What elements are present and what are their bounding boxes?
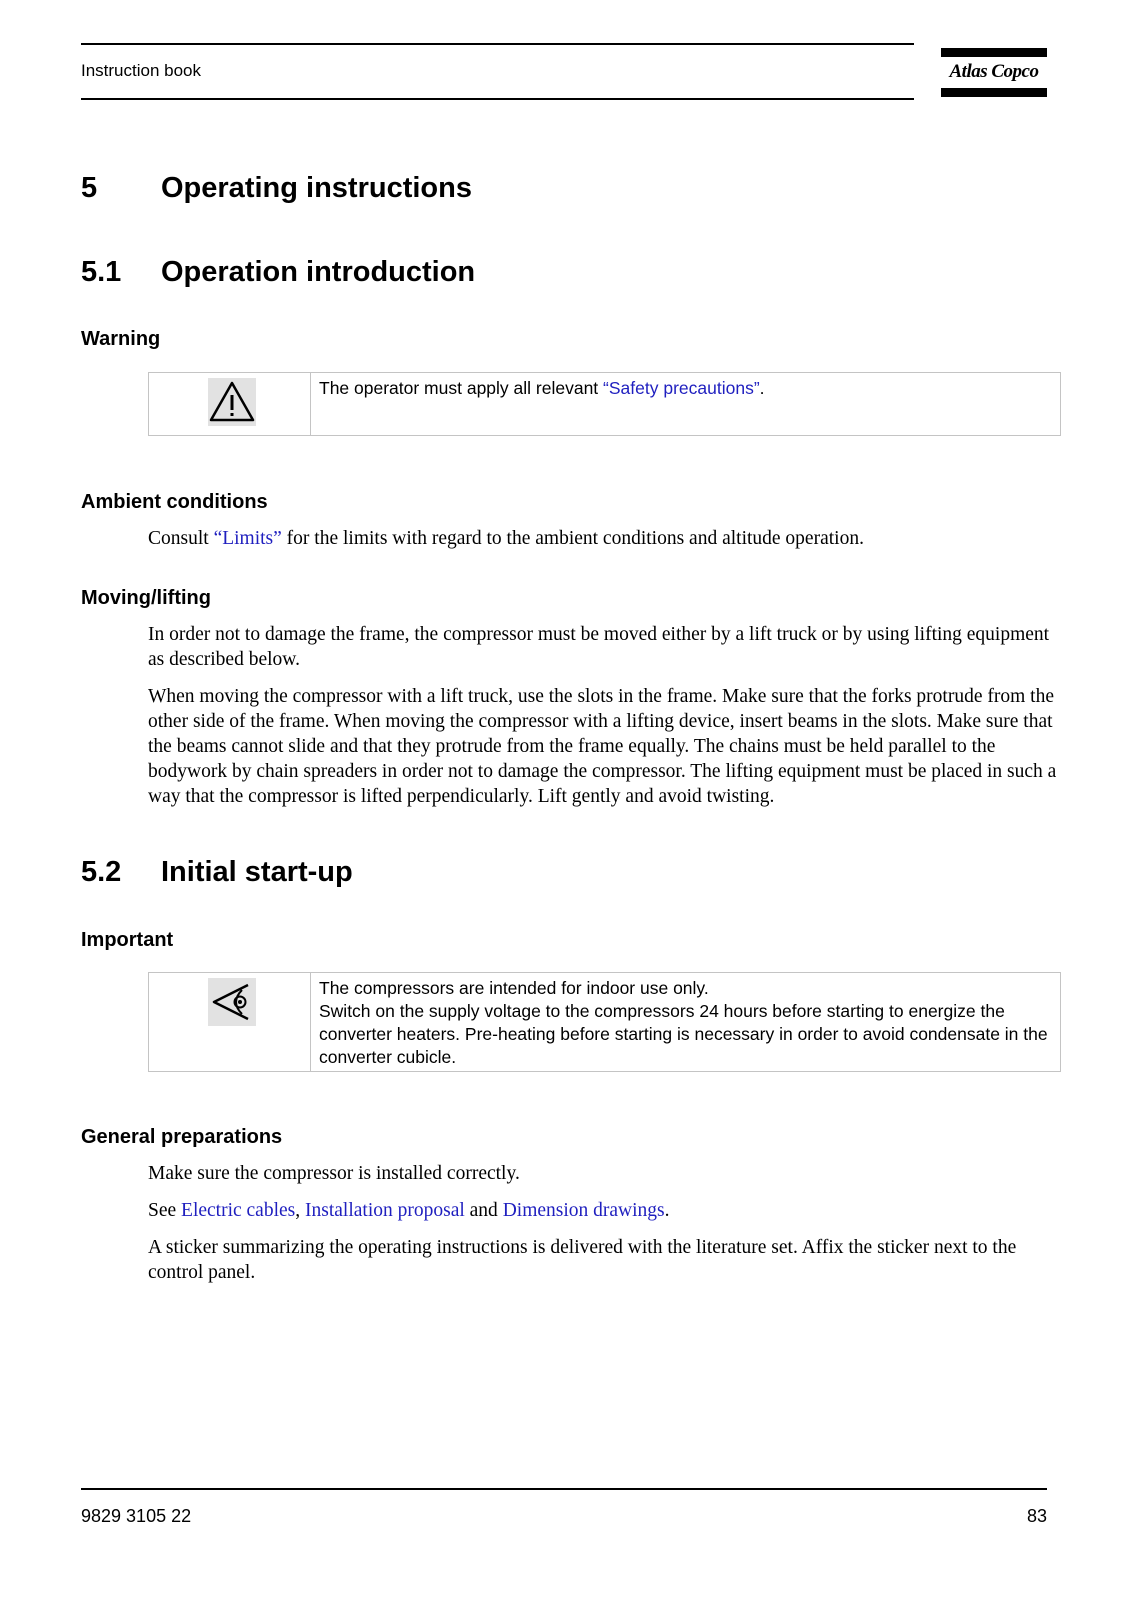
general-paragraph-1: Make sure the compressor is installed correctly. — [148, 1163, 520, 1184]
logo-bottom-bar — [941, 88, 1047, 97]
subsection-number: 5.2 — [81, 856, 122, 888]
warning-triangle-icon — [208, 378, 256, 426]
important-eye-icon — [208, 978, 256, 1026]
warning-icon-cell — [149, 373, 311, 435]
important-icon-cell — [149, 973, 311, 1071]
warning-text-end: . — [759, 378, 765, 398]
subsection-number: 5.1 — [81, 256, 122, 288]
footer-doc-number: 9829 3105 22 — [81, 1506, 192, 1526]
warning-heading: Warning — [81, 328, 161, 350]
header-top-rule — [81, 43, 914, 45]
header-title: Instruction book — [81, 61, 202, 80]
warning-text-start: The operator must apply all relevant — [319, 378, 604, 398]
logo-top-bar — [941, 48, 1047, 57]
ambient-text-start: Consult — [148, 528, 214, 549]
installation-proposal-link[interactable]: Installation proposal — [305, 1200, 465, 1221]
separator-comma: , — [295, 1200, 306, 1221]
general-paragraph-3: A sticker summarizing the operating instructions is delivered with the literature set. Affix the sticker next to the control panel. — [148, 1237, 1017, 1283]
limits-link[interactable]: “Limits” — [213, 528, 282, 549]
moving-paragraph-2: When moving the compressor with a lift truck, use the slots in the frame. Make sure that the forks protrude from the other side of the frame. When moving the compressor with a lifting device, insert beams in the slots. Make sure that the beams cannot slide and that they protrude from the frame equally. The chains must be held parallel to the bodywork by chain spreaders in order not to damage the compressor. The lifting equipment must be placed in such a way that the compressor is lifted perpendicularly. Lift gently and avoid twisting. — [148, 686, 1057, 807]
moving-heading: Moving/lifting — [81, 587, 211, 609]
subsection-title: Operation introduction — [161, 256, 476, 288]
ambient-text-end: for the limits with regard to the ambient conditions and altitude operation. — [281, 528, 864, 549]
electric-cables-link[interactable]: Electric cables — [181, 1200, 296, 1221]
section-number: 5 — [81, 172, 98, 204]
important-line-2: Switch on the supply voltage to the compressors 24 hours before starting to energize the converter heaters. Pre-heating before starting is necessary in order to avoid condensate in the converter cubicle. — [319, 1001, 1048, 1067]
important-box — [148, 972, 1061, 1072]
safety-precautions-link[interactable]: “Safety precautions” — [603, 378, 760, 398]
section-title: Operating instructions — [161, 172, 472, 204]
general-preparations-heading: General preparations — [81, 1126, 283, 1148]
subsection-heading — [81, 256, 475, 289]
important-heading: Important — [81, 929, 174, 951]
footer-rule — [81, 1488, 1047, 1490]
moving-paragraph-1: In order not to damage the frame, the compressor must be moved either by a lift truck or by using lifting equipment as described below. — [148, 624, 1050, 670]
ambient-paragraph — [148, 526, 1058, 551]
ambient-heading: Ambient conditions — [81, 491, 268, 513]
dimension-drawings-link[interactable]: Dimension drawings — [502, 1200, 665, 1221]
separator-and: and — [464, 1200, 503, 1221]
warning-text — [311, 373, 765, 435]
subsection-title: Initial start-up — [161, 856, 353, 888]
subsection-heading — [81, 856, 353, 889]
section-heading — [81, 172, 472, 205]
warning-box — [148, 372, 1061, 436]
important-line-1: The compressors are intended for indoor use only. — [319, 978, 709, 998]
footer-page-number: 83 — [1026, 1506, 1047, 1526]
logo-wordmark: Atlas Copco — [949, 61, 1039, 82]
atlas-copco-logo — [941, 48, 1047, 99]
see-text: See — [148, 1200, 182, 1221]
important-text — [311, 973, 1060, 1071]
period: . — [664, 1200, 670, 1221]
header-bottom-rule — [81, 98, 914, 100]
general-paragraph-2 — [148, 1198, 1058, 1223]
